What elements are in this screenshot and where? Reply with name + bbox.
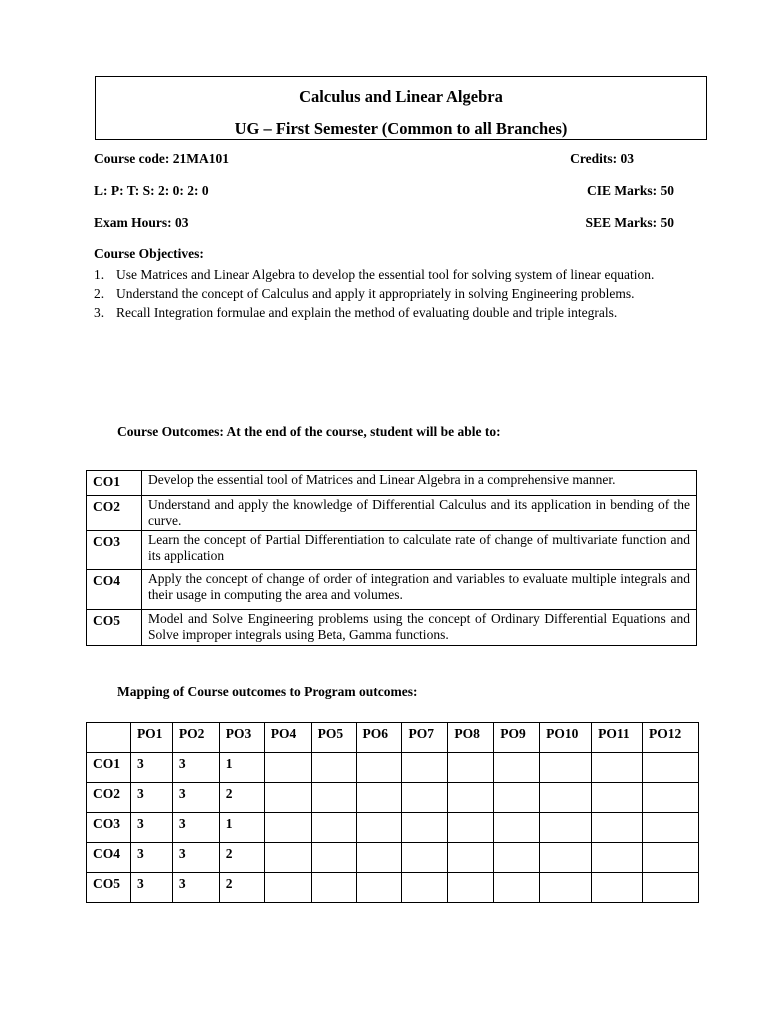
table-cell xyxy=(540,783,592,813)
table-cell xyxy=(356,753,402,783)
objective-number: 2. xyxy=(94,286,105,301)
objective-text: Understand the concept of Calculus and apply it appropriately in solving Engineering problems. xyxy=(116,286,635,301)
table-cell: 2 xyxy=(219,783,264,813)
header-cell: PO10 xyxy=(540,723,592,753)
header-cell: PO6 xyxy=(356,723,402,753)
table-cell xyxy=(494,813,540,843)
table-cell: CO5 xyxy=(87,873,131,903)
table-cell xyxy=(592,753,643,783)
table-cell xyxy=(311,783,356,813)
table-row xyxy=(87,783,699,813)
table-cell xyxy=(356,813,402,843)
table-cell xyxy=(592,843,643,873)
table-row xyxy=(87,813,699,843)
table-cell xyxy=(448,813,494,843)
table-cell xyxy=(402,813,448,843)
table-cell: 2 xyxy=(219,873,264,903)
table-cell xyxy=(540,753,592,783)
table-cell xyxy=(643,783,699,813)
table-cell xyxy=(264,753,311,783)
objectives-heading: Course Objectives: xyxy=(94,246,204,261)
header-cell xyxy=(87,723,131,753)
table-cell xyxy=(448,843,494,873)
table-cell: CO2 xyxy=(87,783,131,813)
table-cell xyxy=(540,843,592,873)
course-subtitle: UG – First Semester (Common to all Branches) xyxy=(234,119,568,138)
table-cell xyxy=(402,843,448,873)
po-mapping-table xyxy=(86,722,699,903)
table-cell xyxy=(356,843,402,873)
table-cell xyxy=(592,783,643,813)
table-cell: CO3 xyxy=(87,813,131,843)
co-id: CO4 xyxy=(87,570,142,610)
credits: Credits: 03 xyxy=(570,151,634,166)
objective-item xyxy=(94,303,675,322)
co-description: Develop the essential tool of Matrices and Linear Algebra in a comprehensive manner. xyxy=(142,471,697,496)
table-row xyxy=(87,496,697,531)
table-row xyxy=(87,753,699,783)
table-cell: 3 xyxy=(172,813,219,843)
table-cell xyxy=(643,873,699,903)
header-cell: PO12 xyxy=(643,723,699,753)
table-row xyxy=(87,570,697,610)
exam-hours: Exam Hours: 03 xyxy=(94,215,189,230)
table-cell xyxy=(311,873,356,903)
header-cell: PO1 xyxy=(130,723,172,753)
course-outcomes-table xyxy=(86,470,697,646)
co-description: Apply the concept of change of order of integration and variables to evaluate multiple integrals and their usage in computing the area and volumes. xyxy=(142,570,697,610)
table-cell xyxy=(311,753,356,783)
header-cell: PO3 xyxy=(219,723,264,753)
table-cell: 3 xyxy=(172,843,219,873)
mapping-heading: Mapping of Course outcomes to Program outcomes: xyxy=(117,684,418,699)
table-cell xyxy=(494,783,540,813)
course-code: Course code: 21MA101 xyxy=(94,151,229,166)
table-cell xyxy=(356,873,402,903)
table-cell xyxy=(356,783,402,813)
table-cell xyxy=(264,873,311,903)
table-cell xyxy=(494,753,540,783)
table-cell xyxy=(592,813,643,843)
table-cell: 3 xyxy=(130,753,172,783)
table-cell: 3 xyxy=(130,843,172,873)
table-cell xyxy=(643,753,699,783)
header-cell: PO4 xyxy=(264,723,311,753)
table-cell xyxy=(643,813,699,843)
co-description: Learn the concept of Partial Differentiation to calculate rate of change of multivariate function and its application xyxy=(142,531,697,570)
table-cell xyxy=(264,843,311,873)
table-cell xyxy=(448,783,494,813)
table-cell xyxy=(311,813,356,843)
header-cell: PO9 xyxy=(494,723,540,753)
table-cell xyxy=(448,753,494,783)
see-marks: SEE Marks: 50 xyxy=(585,215,674,230)
table-cell xyxy=(311,843,356,873)
table-row xyxy=(87,471,697,496)
table-cell xyxy=(264,813,311,843)
table-cell: 1 xyxy=(219,753,264,783)
table-cell xyxy=(402,753,448,783)
co-id: CO5 xyxy=(87,610,142,646)
table-cell: 3 xyxy=(172,783,219,813)
table-cell: 3 xyxy=(172,873,219,903)
header-cell: PO2 xyxy=(172,723,219,753)
table-cell xyxy=(402,783,448,813)
ltps: L: P: T: S: 2: 0: 2: 0 xyxy=(94,183,209,198)
objective-item xyxy=(94,265,675,284)
header-cell: PO8 xyxy=(448,723,494,753)
header-cell: PO5 xyxy=(311,723,356,753)
table-cell xyxy=(592,873,643,903)
header-cell: PO11 xyxy=(592,723,643,753)
co-id: CO2 xyxy=(87,496,142,531)
objectives-list xyxy=(94,265,675,322)
table-row xyxy=(87,843,699,873)
objective-text: Use Matrices and Linear Algebra to develop the essential tool for solving system of linear equation. xyxy=(116,267,655,282)
table-cell xyxy=(494,873,540,903)
objective-item xyxy=(94,284,675,303)
co-id: CO1 xyxy=(87,471,142,496)
outcomes-heading: Course Outcomes: At the end of the course, student will be able to: xyxy=(117,424,501,439)
table-cell xyxy=(643,843,699,873)
table-row xyxy=(87,873,699,903)
table-cell: 3 xyxy=(130,873,172,903)
title-box xyxy=(95,76,707,140)
table-cell: 3 xyxy=(130,813,172,843)
table-cell xyxy=(264,783,311,813)
table-cell: 1 xyxy=(219,813,264,843)
table-header-row xyxy=(87,723,699,753)
table-cell: CO4 xyxy=(87,843,131,873)
cie-marks: CIE Marks: 50 xyxy=(587,183,674,198)
table-cell xyxy=(448,873,494,903)
course-title: Calculus and Linear Algebra xyxy=(299,87,503,106)
table-cell: 3 xyxy=(172,753,219,783)
table-cell: CO1 xyxy=(87,753,131,783)
table-cell xyxy=(540,813,592,843)
table-cell xyxy=(540,873,592,903)
table-row xyxy=(87,610,697,646)
table-cell: 3 xyxy=(130,783,172,813)
table-row xyxy=(87,531,697,570)
co-description: Understand and apply the knowledge of Differential Calculus and its application in bending of the curve. xyxy=(142,496,697,531)
co-id: CO3 xyxy=(87,531,142,570)
table-cell: 2 xyxy=(219,843,264,873)
table-cell xyxy=(494,843,540,873)
co-description: Model and Solve Engineering problems using the concept of Ordinary Differential Equations and Solve improper integrals using Beta, Gamma functions. xyxy=(142,610,697,646)
header-cell: PO7 xyxy=(402,723,448,753)
objective-number: 1. xyxy=(94,267,105,282)
table-cell xyxy=(402,873,448,903)
objective-number: 3. xyxy=(94,305,105,320)
objective-text: Recall Integration formulae and explain the method of evaluating double and triple integrals. xyxy=(116,305,618,320)
